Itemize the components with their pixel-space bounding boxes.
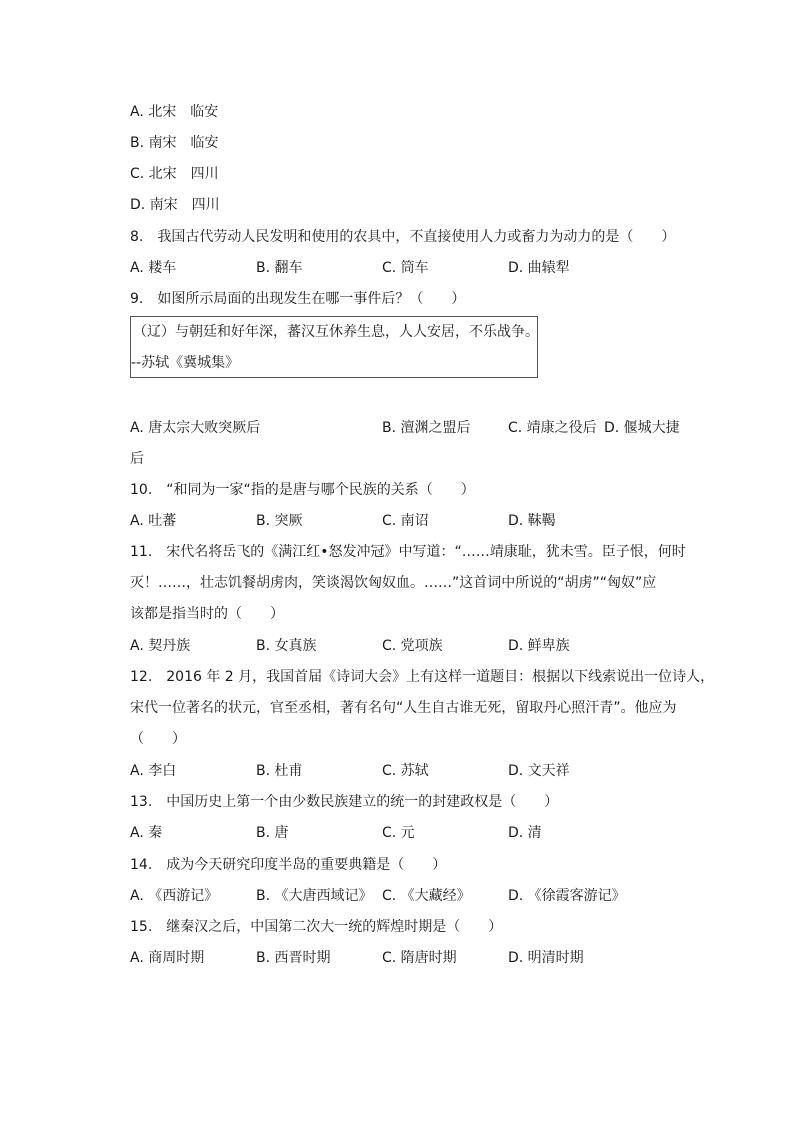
q12-option-a: A. 李白: [130, 763, 177, 779]
q14-stem: 14. 成为今天研究印度半岛的重要典籍是（ ）: [130, 857, 447, 873]
q11-option-d: D. 鲜卑族: [508, 638, 570, 654]
q13-stem: 13. 中国历史上第一个由少数民族建立的统一的封建政权是（ ）: [130, 794, 559, 810]
q15-option-b: B. 西晋时期: [256, 950, 331, 966]
q11-stem-line3: 该都是指当时的（ ）: [130, 606, 284, 622]
q14-option-a: A. 《西游记》: [130, 888, 219, 904]
q11-stem-line1: 11. 宋代名将岳飞的《满江红•怒发冲冠》中写道：“……靖康耻，犹未雪。臣子恨，何时: [130, 544, 686, 560]
q9-option-d-wrap: 后: [130, 451, 144, 467]
q10-option-a: A. 吐蕃: [130, 513, 177, 529]
q7-option-c: C. 北宋 四川: [130, 166, 219, 182]
q7-option-d: D. 南宋 四川: [130, 197, 220, 213]
q10-option-c: C. 南诏: [382, 513, 429, 529]
q12-option-d: D. 文天祥: [508, 763, 570, 779]
q8-option-c: C. 筒车: [382, 260, 429, 276]
q12-option-b: B. 杜甫: [256, 763, 303, 779]
q8-option-b: B. 翻车: [256, 260, 303, 276]
q14-option-d: D. 《徐霞客游记》: [508, 888, 626, 904]
q13-option-d: D. 清: [508, 825, 542, 841]
q14-option-c: C. 《大藏经》: [382, 888, 471, 904]
q15-option-d: D. 明清时期: [508, 950, 584, 966]
q13-option-b: B. 唐: [256, 825, 289, 841]
q13-option-a: A. 秦: [130, 825, 163, 841]
q12-option-c: C. 苏轼: [382, 763, 429, 779]
q9-option-a: A. 唐太宗大败突厥后: [130, 420, 261, 436]
q9-quote-box: [130, 316, 538, 378]
q15-stem: 15. 继秦汉之后，中国第二次大一统的辉煌时期是（ ）: [130, 919, 503, 935]
q15-option-a: A. 商周时期: [130, 950, 205, 966]
q10-stem: 10. “和同为一家“指的是唐与哪个民族的关系（ ）: [130, 482, 475, 498]
q10-option-d: D. 靺鞨: [508, 513, 556, 529]
q15-option-c: C. 隋唐时期: [382, 950, 457, 966]
q7-option-a: A. 北宋 临安: [130, 104, 219, 120]
q9-option-d: D. 偃城大捷: [604, 420, 680, 436]
q9-option-c: C. 靖康之役后: [508, 420, 597, 436]
q7-option-b: B. 南宋 临安: [130, 135, 219, 151]
q8-option-d: D. 曲辕犁: [508, 260, 570, 276]
q12-stem-line3: （ ）: [130, 731, 186, 747]
q8-stem: 8. 我国古代劳动人民发明和使用的农具中，不直接使用人力或畜力为动力的是（ ）: [130, 229, 676, 245]
q12-stem-line2: 宋代一位著名的状元，官至丞相，著有名句“人生自古谁无死，留取丹心照汗青”。他应为: [130, 700, 677, 716]
q11-option-a: A. 契丹族: [130, 638, 191, 654]
q9-quote-source: --苏轼《冀城集》: [131, 355, 240, 371]
q9-stem: 9. 如图所示局面的出现发生在哪一事件后？（ ）: [130, 291, 466, 307]
q9-option-b: B. 澶渊之盟后: [382, 420, 471, 436]
q10-option-b: B. 突厥: [256, 513, 303, 529]
q11-stem-line2: 灭！……，壮志饥餐胡虏肉，笑谈渴饮匈奴血。……”这首词中所说的“胡虏”“匈奴”应: [130, 575, 657, 591]
q11-option-b: B. 女真族: [256, 638, 317, 654]
q12-stem-line1: 12. 2016 年 2 月，我国首届《诗词大会》上有这样一道题目：根据以下线索说出一位诗人，: [130, 669, 715, 685]
q9-quote-text: （辽）与朝廷和好年深，蕃汉互休养生息，人人安居，不乐战争。: [133, 324, 539, 340]
q14-option-b: B. 《大唐西域记》: [256, 888, 373, 904]
q8-option-a: A. 耧车: [130, 260, 177, 276]
q11-option-c: C. 党项族: [382, 638, 443, 654]
q13-option-c: C. 元: [382, 825, 415, 841]
